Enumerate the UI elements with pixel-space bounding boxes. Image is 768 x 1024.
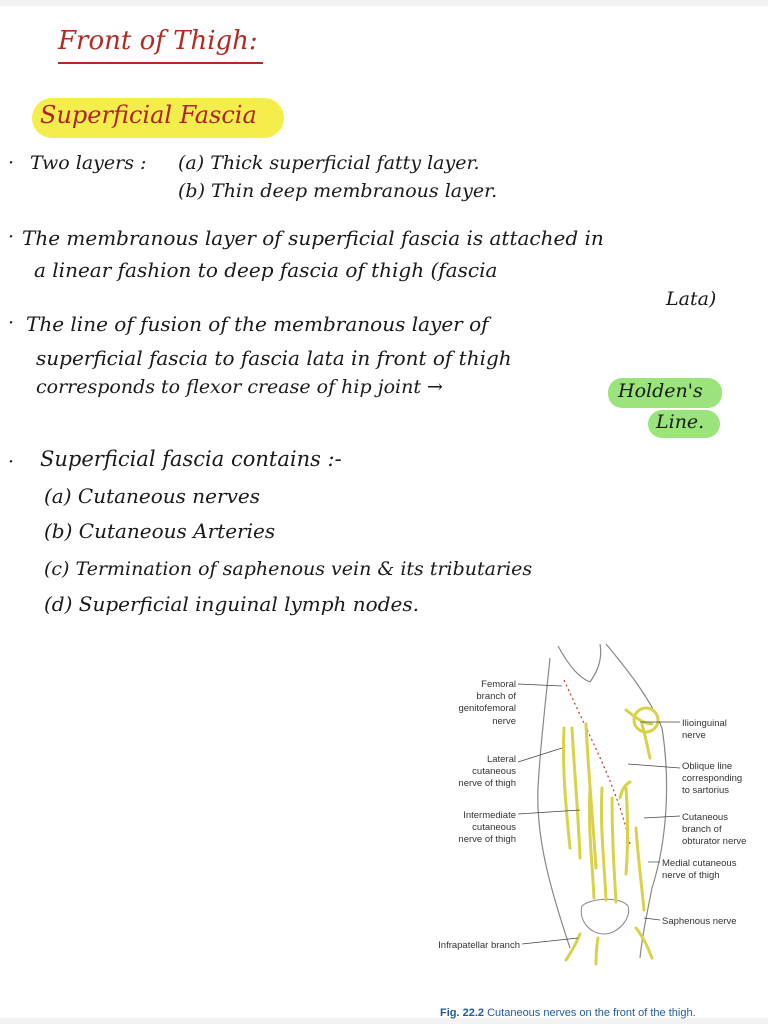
- label-oblique: corresponding: [682, 773, 743, 784]
- page-title: Front of Thigh:: [58, 26, 258, 56]
- label-infrapatellar: Infrapatellar branch: [438, 940, 520, 951]
- caption-text: Cutaneous nerves on the front of the thigh.: [487, 1007, 696, 1019]
- label-saphenous: Saphenous nerve: [662, 916, 737, 927]
- label-intermediate: nerve of thigh: [458, 834, 516, 845]
- bullet2-line3: Lata): [666, 288, 717, 310]
- layer-a: (a) Thick superficial fatty layer.: [178, 152, 480, 174]
- figure-caption: [440, 1007, 696, 1019]
- label-femoral: Femoral: [481, 679, 516, 690]
- label-femoral: branch of: [476, 691, 516, 702]
- contains-a: (a) Cutaneous nerves: [44, 484, 260, 508]
- label-medial: nerve of thigh: [662, 870, 720, 881]
- layers-lead: Two layers :: [30, 152, 147, 174]
- label-intermediate: cutaneous: [472, 822, 516, 833]
- leader-lines: [518, 684, 680, 944]
- bullet-dot: ·: [8, 451, 15, 473]
- holdens-text: Holden's: [618, 380, 703, 402]
- bullet3-line1: The line of fusion of the membranous layer of: [26, 312, 489, 336]
- label-obturator: Cutaneous: [682, 812, 728, 823]
- label-ilioinguinal: Ilioinguinal: [682, 718, 727, 729]
- patella-outline: [581, 899, 628, 934]
- notes-page: [0, 6, 768, 1018]
- bullet-dot: ·: [8, 312, 15, 334]
- section-heading: Superficial Fascia: [40, 101, 257, 129]
- label-oblique: to sartorius: [682, 785, 729, 796]
- label-obturator: obturator nerve: [682, 836, 747, 847]
- label-intermediate: Intermediate: [463, 810, 516, 821]
- label-medial: Medial cutaneous: [662, 858, 737, 869]
- bullet3-line2: superficial fascia to fascia lata in front of thigh: [36, 346, 512, 370]
- contains-c: (c) Termination of saphenous vein & its tributaries: [44, 558, 533, 580]
- layer-b: (b) Thin deep membranous layer.: [178, 180, 498, 202]
- label-femoral: nerve: [492, 716, 516, 727]
- bullet4-lead: Superficial fascia contains :-: [40, 447, 342, 471]
- label-femoral: genitofemoral: [458, 703, 516, 714]
- label-oblique: Oblique line: [682, 761, 733, 772]
- thigh-outline-right: [606, 644, 667, 958]
- thigh-nerve-diagram: [430, 638, 766, 968]
- bullet3-line3: corresponds to flexor crease of hip joint →: [36, 376, 443, 398]
- contains-b: (b) Cutaneous Arteries: [44, 519, 276, 543]
- nerves: [563, 710, 652, 964]
- caption-number: Fig. 22.2: [440, 1007, 485, 1019]
- label-lateral: cutaneous: [472, 766, 516, 777]
- title-underline: [58, 62, 263, 64]
- contains-d: (d) Superficial inguinal lymph nodes.: [44, 592, 419, 616]
- bullet-dot: ·: [8, 152, 15, 174]
- label-obturator: branch of: [682, 824, 722, 835]
- label-lateral: nerve of thigh: [458, 778, 516, 789]
- label-lateral: Lateral: [486, 754, 516, 765]
- label-ilioinguinal: nerve: [682, 730, 706, 741]
- groin-outline: [558, 644, 601, 682]
- bullet-dot: ·: [8, 226, 15, 248]
- bullet2-line1: The membranous layer of superficial fascia is attached in: [22, 226, 604, 250]
- bullet2-line2: a linear fashion to deep fascia of thigh (fascia: [34, 258, 498, 282]
- line-text: Line.: [656, 411, 705, 433]
